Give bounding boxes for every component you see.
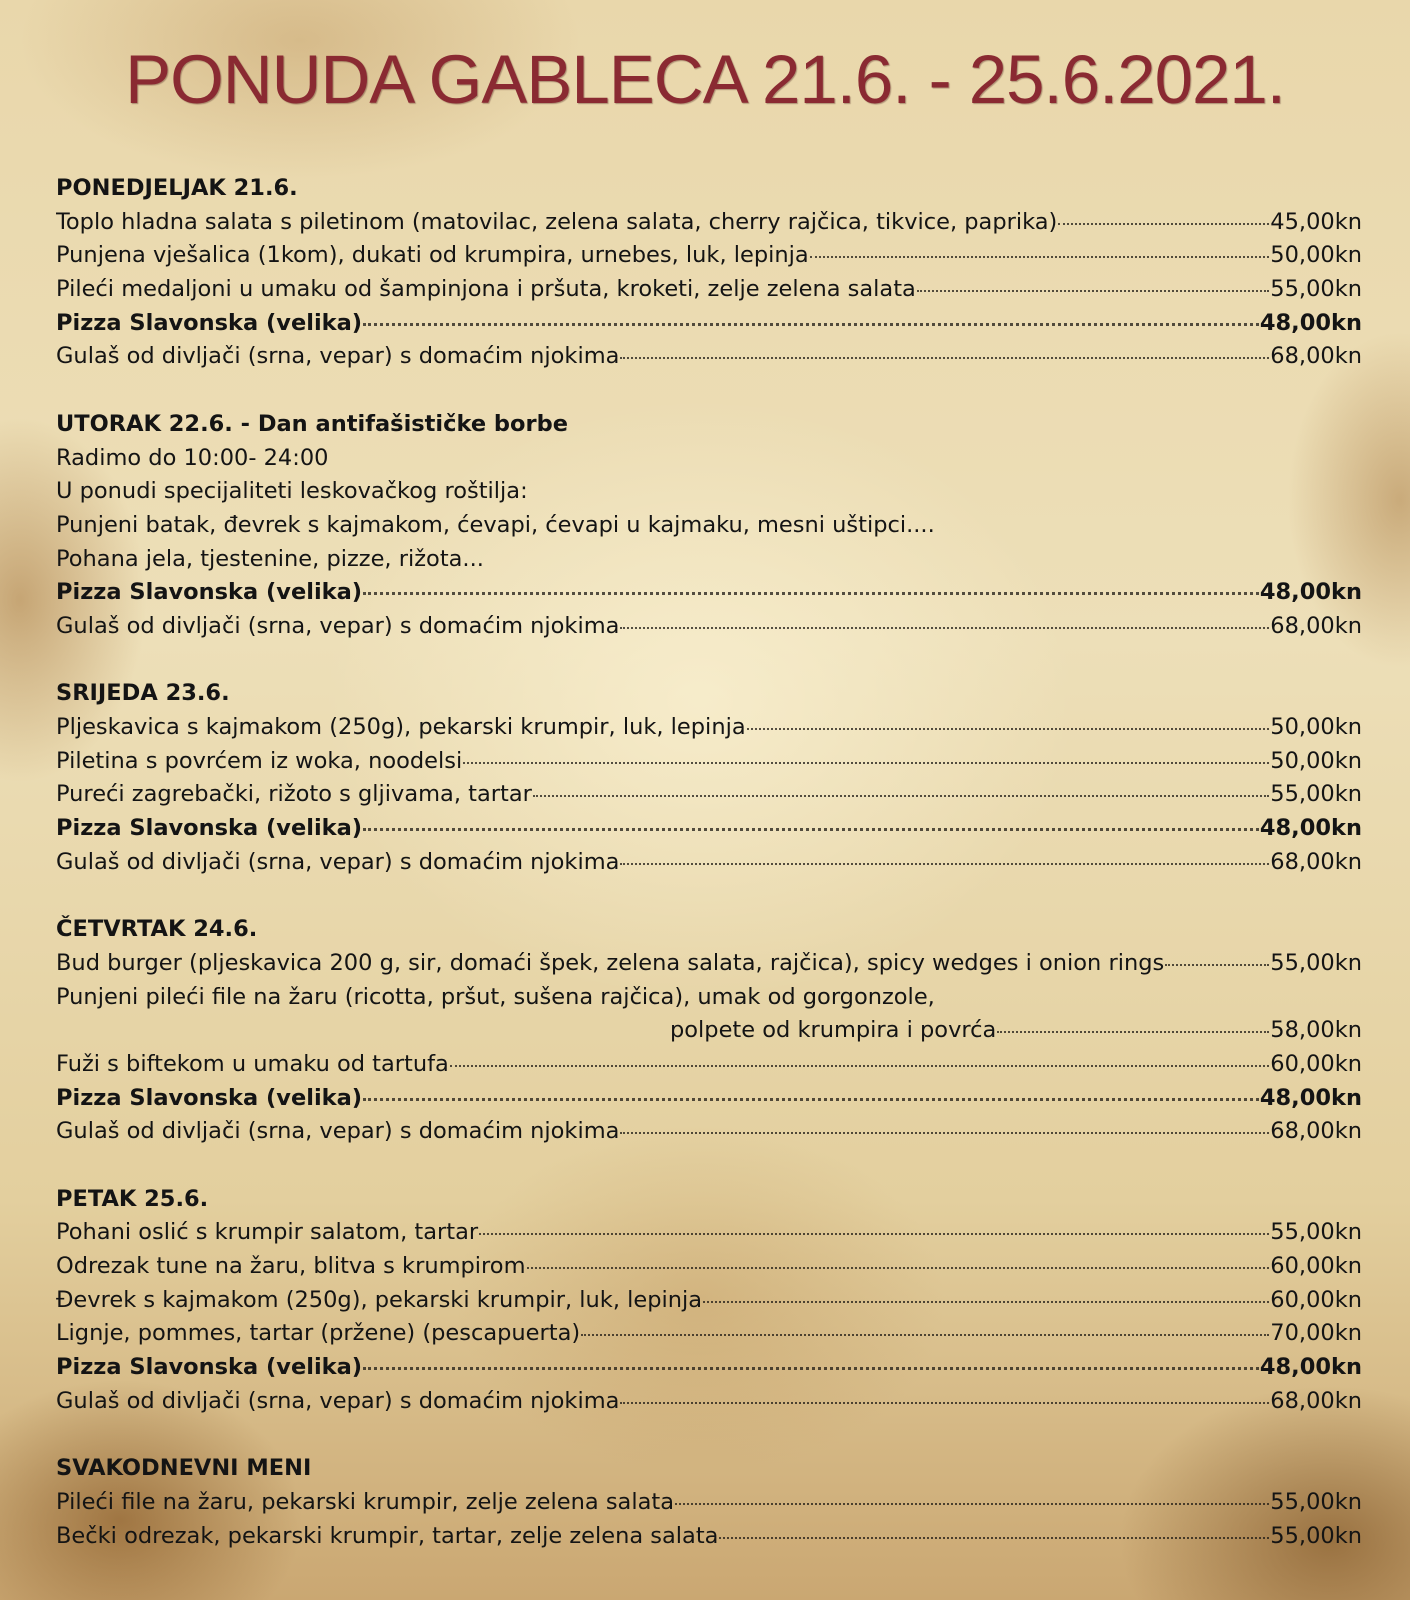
dot-leader xyxy=(747,718,1270,730)
dot-leader xyxy=(533,785,1269,797)
dot-leader xyxy=(620,853,1269,865)
menu-item xyxy=(56,610,1362,644)
menu-item-price: 50,00kn xyxy=(1270,714,1362,740)
menu-item-price: 50,00kn xyxy=(1270,242,1362,269)
menu-item xyxy=(56,1216,1362,1250)
menu-item-name-line: Punjeni pileći file na žaru (ricotta, pršut, sušena rajčica), umak od gorgonzole, xyxy=(56,983,935,1010)
menu-item-name: Lignje, pommes, tartar (pržene) (pescapuerta) xyxy=(56,1320,581,1347)
menu-item-name: Bud burger (pljeskavica 200 g, sir, domaći špek, zelena salata, rajčica), spicy wedges i onion rings xyxy=(56,949,1165,976)
menu-item-name: Bečki odrezak, pekarski krumpir, tartar, zelje zelena salata xyxy=(56,1522,719,1549)
menu-item xyxy=(56,1115,1362,1149)
menu-item-price: 68,00kn xyxy=(1270,612,1362,639)
menu-item xyxy=(56,273,1362,307)
menu-item xyxy=(56,947,1362,981)
menu-item-name: Pizza Slavonska (velika) xyxy=(56,309,363,336)
menu-item xyxy=(56,1486,1362,1520)
menu-item-price: 68,00kn xyxy=(1270,1387,1362,1414)
section-heading: PONEDJELJAK 21.6. xyxy=(56,175,298,201)
menu-item-price: 60,00kn xyxy=(1270,1253,1362,1279)
menu-section xyxy=(56,913,1362,1149)
menu-section xyxy=(56,677,1362,879)
menu-item-name: Gulaš od divljači (srna, vepar) s domaćim njokima xyxy=(56,343,620,370)
section-heading: SRIJEDA 23.6. xyxy=(56,680,230,707)
section-note: Pohana jela, tjestenine, pizze, rižota... xyxy=(56,545,484,572)
dot-leader xyxy=(719,1527,1269,1539)
menu-item-name: Pileći file na žaru, pekarski krumpir, zelje zelena salata xyxy=(56,1488,674,1515)
menu-item-price: 70,00kn xyxy=(1270,1320,1362,1347)
menu-item-name: Gulaš od divljači (srna, vepar) s domaćim njokima xyxy=(56,848,620,875)
page-title: PONUDA GABLECA 21.6. - 25.6.2021. xyxy=(125,41,1285,118)
menu-item-name: Piletina s povrćem iz woka, noodelsi xyxy=(56,747,463,774)
section-heading: UTORAK 22.6. - Dan antifašističke borbe xyxy=(56,410,568,437)
dot-leader xyxy=(363,313,1259,326)
menu-item xyxy=(56,745,1362,779)
menu-item-price: 60,00kn xyxy=(1270,1286,1362,1313)
dot-leader xyxy=(1165,954,1269,966)
menu-item xyxy=(56,206,1362,240)
menu-item xyxy=(56,1520,1362,1554)
menu-item-name: Gulaš od divljači (srna, vepar) s domaćim njokima xyxy=(56,1118,620,1145)
menu-item xyxy=(56,576,1362,610)
menu-item-name: Pileći medaljoni u umaku od šampinjona i pršuta, kroketi, zelje zelena salata xyxy=(56,276,916,303)
menu-item xyxy=(56,1250,1362,1284)
dot-leader xyxy=(450,1055,1269,1067)
dot-leader xyxy=(620,617,1269,629)
menu-section xyxy=(56,172,1362,374)
menu-item-name: Odrezak tune na žaru, blitva s krumpirom xyxy=(56,1253,526,1279)
menu-item-name: Pljeskavica s kajmakom (250g), pekarski krumpir, luk, lepinja xyxy=(56,714,746,740)
menu-item-price: 48,00kn xyxy=(1259,815,1362,842)
section-heading: PETAK 25.6. xyxy=(56,1185,209,1212)
menu-item xyxy=(56,1082,1362,1116)
menu-item-name: Pizza Slavonska (velika) xyxy=(56,1354,363,1381)
menu-item-name: Đevrek s kajmakom (250g), pekarski krumpir, luk, lepinja xyxy=(56,1286,703,1313)
dot-leader xyxy=(363,1357,1259,1370)
menu-item-price: 60,00kn xyxy=(1270,1050,1362,1077)
menu-list xyxy=(56,172,1362,1587)
dot-leader xyxy=(581,1324,1269,1336)
dot-leader xyxy=(363,582,1259,595)
menu-item-name: Pizza Slavonska (velika) xyxy=(56,1084,363,1111)
menu-item xyxy=(56,1385,1362,1419)
dot-leader xyxy=(703,1291,1269,1303)
dot-leader xyxy=(363,818,1259,831)
menu-item-price: 55,00kn xyxy=(1270,1488,1362,1515)
menu-item-name: Pizza Slavonska (velika) xyxy=(56,579,363,606)
menu-item xyxy=(56,711,1362,745)
menu-item-price: 45,00kn xyxy=(1270,208,1362,235)
section-note: Punjeni batak, đevrek s kajmakom, ćevapi, ćevapi u kajmaku, mesni uštipci.... xyxy=(56,511,935,538)
menu-item xyxy=(56,1351,1362,1385)
menu-item-price: 50,00kn xyxy=(1270,747,1362,774)
menu-item xyxy=(56,1317,1362,1351)
menu-item-price: 58,00kn xyxy=(1270,1017,1362,1044)
menu-item-price: 55,00kn xyxy=(1270,949,1362,976)
dot-leader xyxy=(810,246,1270,258)
dot-leader xyxy=(620,347,1269,359)
menu-item-name: Toplo hladna salata s piletinom (matovilac, zelena salata, cherry rajčica, tikvice, paprika) xyxy=(56,208,1058,235)
menu-item-price: 55,00kn xyxy=(1270,1219,1362,1246)
menu-item-price: 48,00kn xyxy=(1259,1084,1362,1111)
dot-leader xyxy=(917,280,1269,292)
menu-item xyxy=(56,812,1362,846)
menu-item-price: 48,00kn xyxy=(1259,309,1362,336)
menu-section xyxy=(56,408,1362,644)
menu-item-name: Pizza Slavonska (velika) xyxy=(56,815,363,842)
menu-item-price: 55,00kn xyxy=(1270,276,1362,303)
menu-item-price: 68,00kn xyxy=(1270,848,1362,875)
menu-item xyxy=(56,340,1362,374)
menu-item xyxy=(56,1048,1362,1082)
dot-leader xyxy=(620,1122,1269,1134)
dot-leader xyxy=(997,1021,1269,1033)
dot-leader xyxy=(463,752,1269,764)
dot-leader xyxy=(479,1223,1269,1235)
section-heading: SVAKODNEVNI MENI xyxy=(56,1455,312,1482)
menu-item xyxy=(56,778,1362,812)
menu-item-name: Gulaš od divljači (srna, vepar) s domaćim njokima xyxy=(56,612,620,639)
section-note: Radimo do 10:00- 24:00 xyxy=(56,444,329,471)
dot-leader xyxy=(675,1493,1269,1505)
menu-item-name: Fuži s biftekom u umaku od tartufa xyxy=(56,1050,449,1077)
menu-item-name: Pohani oslić s krumpir salatom, tartar xyxy=(56,1219,479,1246)
dot-leader xyxy=(527,1257,1270,1269)
menu-item-continuation: polpete od krumpira i povrća xyxy=(670,1017,997,1044)
dot-leader xyxy=(363,1088,1259,1101)
menu-item-price: 55,00kn xyxy=(1270,1522,1362,1549)
section-heading: ČETVRTAK 24.6. xyxy=(56,916,258,943)
dot-leader xyxy=(620,1392,1269,1404)
menu-item-price: 48,00kn xyxy=(1259,1354,1362,1381)
menu-item xyxy=(56,846,1362,880)
menu-item xyxy=(56,1014,1362,1048)
menu-section xyxy=(56,1452,1362,1553)
dot-leader xyxy=(1058,213,1269,225)
menu-item-name: Gulaš od divljači (srna, vepar) s domaćim njokima xyxy=(56,1387,620,1414)
menu-item-name: Punjena vješalica (1kom), dukati od krumpira, urnebes, luk, lepinja xyxy=(56,242,809,269)
menu-item xyxy=(56,239,1362,273)
menu-item-name: Pureći zagrebački, rižoto s gljivama, tartar xyxy=(56,781,532,808)
section-note: U ponudi specijaliteti leskovačkog roštilja: xyxy=(56,478,528,505)
menu-item-price: 68,00kn xyxy=(1270,1118,1362,1145)
menu-item-price: 55,00kn xyxy=(1270,781,1362,808)
menu-item xyxy=(56,307,1362,341)
menu-item-price: 68,00kn xyxy=(1270,343,1362,370)
menu-item-price: 48,00kn xyxy=(1259,579,1362,606)
menu-item xyxy=(56,1284,1362,1318)
menu-section xyxy=(56,1183,1362,1419)
